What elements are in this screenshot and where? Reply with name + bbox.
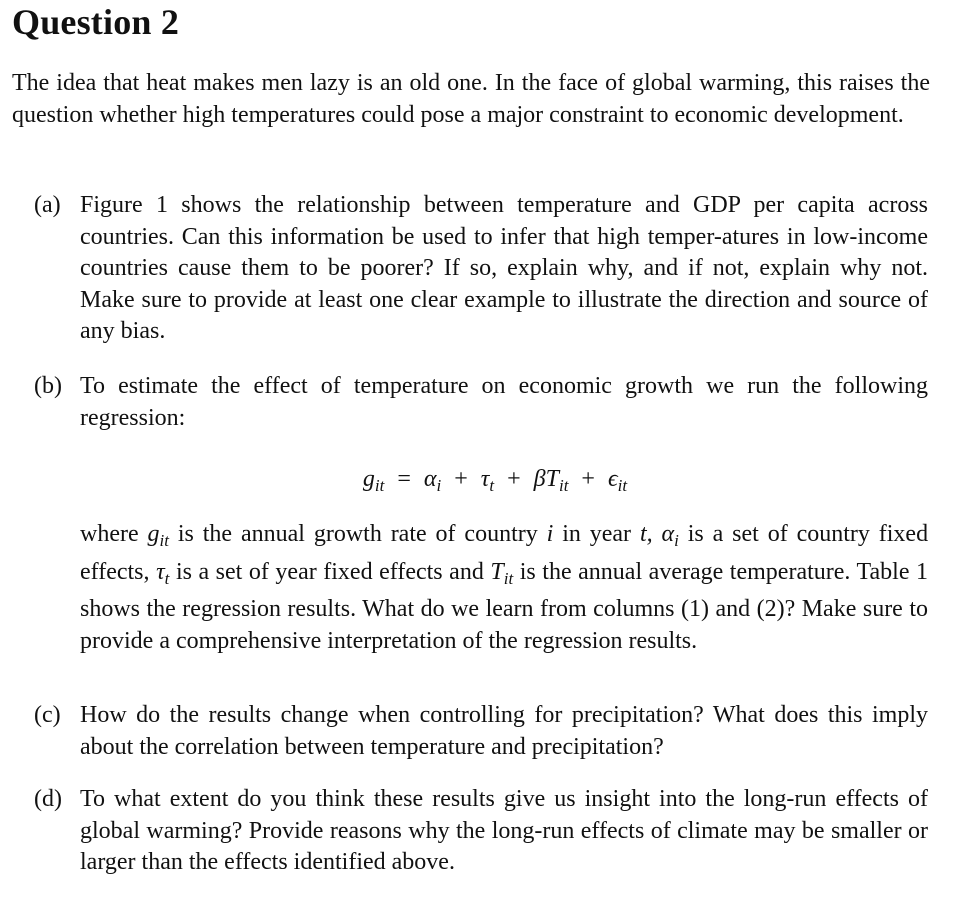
- eq-alpha: α: [423, 466, 437, 492]
- where-i: i: [546, 521, 554, 547]
- where-tau-sub: t: [164, 568, 170, 588]
- eq-g: g: [362, 466, 375, 492]
- eq-plus-1: +: [454, 466, 468, 492]
- eq-epsilon: ϵ: [607, 466, 618, 492]
- where-T: T: [490, 558, 504, 585]
- where-alpha: α: [661, 521, 675, 547]
- eq-tau-sub: t: [489, 476, 495, 495]
- where-alpha-sub: i: [674, 531, 679, 550]
- where-g-sub: it: [159, 531, 169, 550]
- part-b-where-text: [80, 519, 928, 657]
- eq-alpha-sub: i: [436, 476, 442, 495]
- regression-equation: [0, 463, 966, 502]
- eq-plus-2: +: [507, 466, 521, 492]
- part-d-text: To what extent do you think these results give us insight into the long-run effects of global warming? Provide reasons why the long-run effects of climate may be smaller or larger than the effects identified above.: [80, 786, 928, 875]
- where-w1: where: [80, 521, 139, 547]
- intro-paragraph: The idea that heat makes men lazy is an old one. In the face of global warming, this raises the question whether high temperatures could pose a major constraint to economic development.: [12, 70, 930, 128]
- eq-epsilon-sub: it: [617, 476, 628, 495]
- eq-t-sub: it: [558, 476, 569, 495]
- where-tau: τ: [156, 558, 165, 585]
- eq-equals: =: [397, 466, 411, 492]
- where-T-sub: it: [503, 568, 514, 588]
- where-w4: is a set of country fixed effects,: [80, 521, 929, 585]
- where-w3: in year: [562, 521, 632, 547]
- part-b-label: (b): [34, 373, 62, 399]
- where-w6: is the annual average temperature. Table 1 shows the regression results. What do we learn from columns (1) and (2)? Make sure to provide a comprehensive interpretation of the regression results.: [80, 558, 929, 654]
- part-b-text: To estimate the effect of temperature on economic growth we run the following regression:: [80, 373, 928, 431]
- part-c-text: How do the results change when controlling for precipitation? What does this imply about the correlation between temperature and precipitation?: [80, 702, 928, 760]
- where-t: t,: [639, 521, 653, 547]
- where-g: g: [147, 521, 160, 547]
- eq-plus-3: +: [581, 466, 595, 492]
- part-c-label: (c): [34, 702, 61, 728]
- part-a-label: (a): [34, 192, 61, 218]
- eq-beta-t: βT: [533, 466, 559, 492]
- where-w5: is a set of year fixed effects and: [175, 558, 484, 585]
- question-heading: Question 2: [12, 2, 180, 42]
- where-w2: is the annual growth rate of country: [177, 521, 538, 547]
- part-a-text: Figure 1 shows the relationship between temperature and GDP per capita across countries. Can this information be used to infer that high temper-atures in low-income countries cause them to be poorer? If so, explain why, and if not, explain why not. Make sure to provide at least one clear example to illustrate the direction and source of any bias.: [80, 192, 928, 344]
- eq-g-sub: it: [374, 476, 385, 495]
- eq-tau: τ: [480, 466, 490, 492]
- part-d-label: (d): [34, 786, 62, 812]
